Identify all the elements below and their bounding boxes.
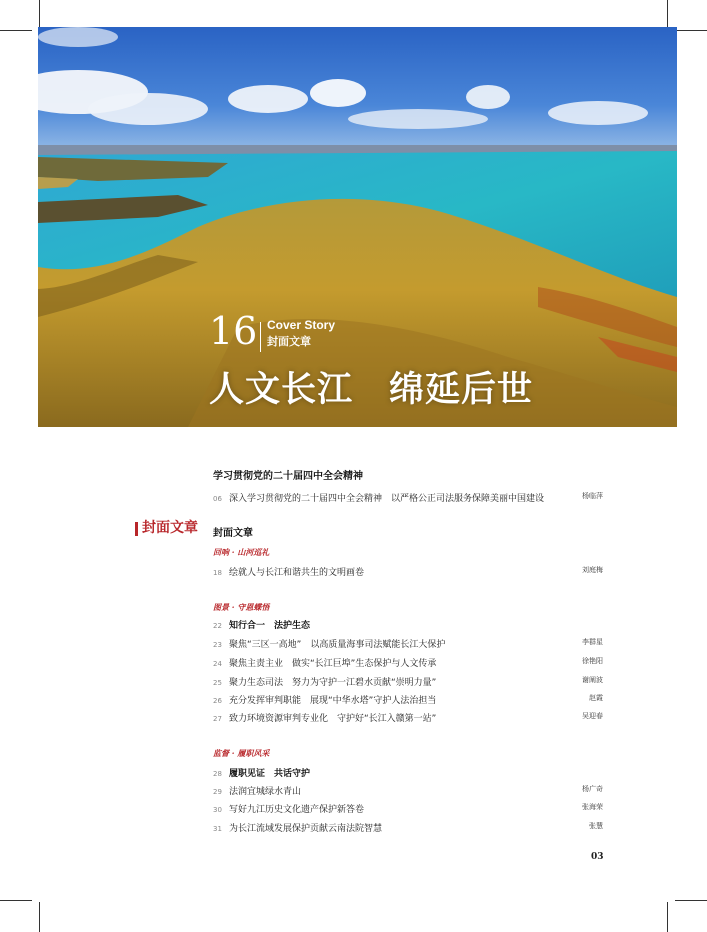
entry-title: 写好九江历史文化遗产保护新答卷 bbox=[229, 805, 365, 815]
entry-author: 杨广奇 bbox=[582, 785, 603, 793]
entry-title: 知行合一 法护生态 bbox=[229, 621, 311, 631]
entry-author: 杨临萍 bbox=[582, 492, 603, 500]
landscape-illustration bbox=[38, 27, 677, 427]
cover-heading: 封面文章 bbox=[213, 528, 253, 539]
toc-entry[interactable] bbox=[213, 564, 603, 576]
entry-author: 李群星 bbox=[582, 638, 603, 646]
entry-page: 18 bbox=[213, 569, 222, 577]
cover-page-number: 16 bbox=[209, 309, 258, 353]
toc-entry[interactable] bbox=[213, 710, 603, 722]
entry-title: 履职见证 共话守护 bbox=[229, 769, 311, 779]
toc-entry[interactable] bbox=[213, 636, 603, 648]
entry-author: 吴迎春 bbox=[582, 712, 603, 720]
crop-mark bbox=[39, 902, 40, 932]
entry-page: 22 bbox=[213, 622, 222, 630]
toc-entry[interactable] bbox=[213, 674, 603, 686]
crop-mark bbox=[675, 30, 707, 31]
entry-page: 23 bbox=[213, 641, 222, 649]
cover-title: 人文长江 绵延后世 bbox=[209, 370, 534, 410]
entry-author: 张慧 bbox=[589, 822, 603, 830]
cover-label-en: Cover Story bbox=[267, 318, 336, 332]
toc-entry[interactable] bbox=[213, 617, 603, 629]
entry-title: 为长江流域发展保护贡献云南法院智慧 bbox=[229, 824, 383, 834]
entry-author: 谢阐波 bbox=[582, 676, 603, 684]
cover-divider bbox=[260, 322, 261, 352]
entry-page: 30 bbox=[213, 806, 222, 814]
crop-mark bbox=[39, 0, 40, 30]
page-number: 03 bbox=[591, 852, 604, 862]
entry-page: 31 bbox=[213, 825, 222, 833]
entry-title: 充分发挥审判职能 展现“中华水塔”守护人法治担当 bbox=[229, 696, 437, 706]
column-title: 图景 · 守恩蝶悟 bbox=[213, 602, 270, 612]
toc-entry[interactable] bbox=[213, 820, 603, 832]
crop-mark bbox=[0, 30, 32, 31]
entry-page: 28 bbox=[213, 770, 222, 778]
cover-photo bbox=[38, 27, 677, 427]
entry-author: 刘庭梅 bbox=[582, 566, 603, 574]
entry-title: 法润宜城绿水青山 bbox=[229, 787, 302, 797]
section-marker bbox=[135, 522, 138, 536]
column-title: 回响 · 山河巡礼 bbox=[213, 547, 270, 557]
entry-page: 29 bbox=[213, 788, 222, 796]
entry-author: 赵霞 bbox=[589, 694, 603, 702]
crop-mark bbox=[667, 902, 668, 932]
column-title: 监督 · 履职风采 bbox=[213, 748, 270, 758]
entry-author: 张海荣 bbox=[582, 803, 603, 811]
crop-mark bbox=[0, 900, 32, 901]
toc-entry[interactable] bbox=[213, 801, 603, 813]
toc-entry[interactable] bbox=[213, 783, 603, 795]
entry-page: 06 bbox=[213, 495, 222, 503]
entry-page: 25 bbox=[213, 679, 222, 687]
entry-page: 24 bbox=[213, 660, 222, 668]
study-heading: 学习贯彻党的二十届四中全会精神 bbox=[213, 471, 363, 482]
toc-entry[interactable] bbox=[213, 490, 603, 502]
entry-title: 深入学习贯彻党的二十届四中全会精神 以严格公正司法服务保障美丽中国建设 bbox=[229, 494, 545, 504]
entry-author: 徐艳阳 bbox=[582, 657, 603, 665]
crop-mark bbox=[675, 900, 707, 901]
crop-mark bbox=[667, 0, 668, 30]
section-label: 封面文章 bbox=[142, 520, 198, 536]
entry-page: 26 bbox=[213, 697, 222, 705]
entry-page: 27 bbox=[213, 715, 222, 723]
toc-entry[interactable] bbox=[213, 692, 603, 704]
toc-entry[interactable] bbox=[213, 765, 603, 777]
toc-entry[interactable] bbox=[213, 655, 603, 667]
entry-title: 致力环境资源审判专业化 守护好“长江入赣第一站” bbox=[229, 714, 437, 724]
entry-title: 聚焦“三区一高地” 以高质量海事司法赋能长江大保护 bbox=[229, 640, 446, 650]
entry-title: 聚力生态司法 努力为守护一江碧水贡献“崇明力量” bbox=[229, 678, 437, 688]
entry-title: 绘就人与长江和谐共生的文明画卷 bbox=[229, 568, 365, 578]
entry-title: 聚焦主责主业 做实“长江巨埠”生态保护与人文传承 bbox=[229, 659, 437, 669]
cover-label-zh: 封面文章 bbox=[267, 335, 311, 348]
